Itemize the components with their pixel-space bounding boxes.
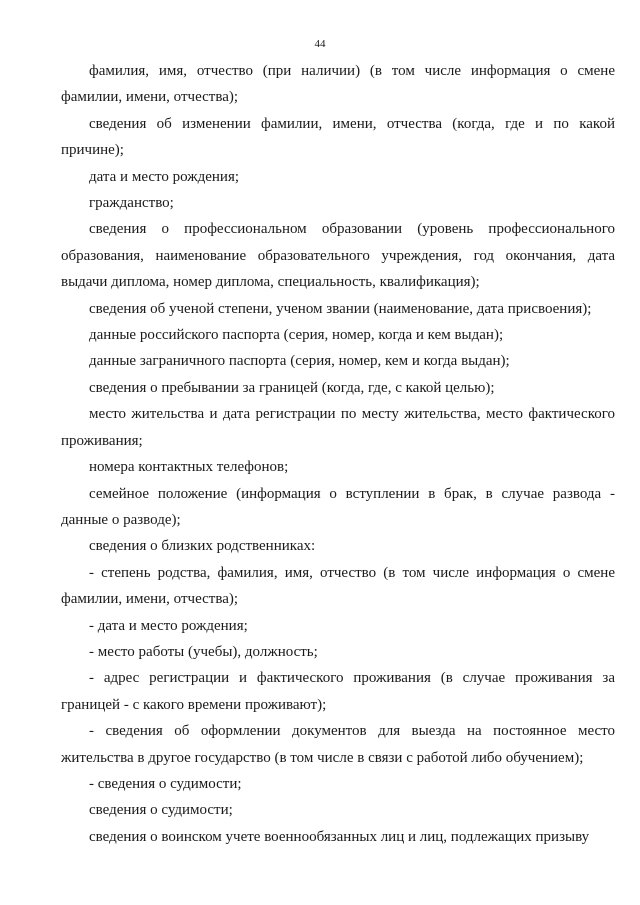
- paragraph-military-registration: сведения о воинском учете военнообязанных лиц и лиц, подлежащих призыву: [89, 828, 590, 845]
- paragraph-birth-date-place: дата и место рождения;: [89, 168, 240, 185]
- paragraph-foreign-passport: данные заграничного паспорта (серия, номер, кем и когда выдан);: [89, 353, 510, 370]
- paragraph-education: сведения о профессиональном образовании (уровень профессионального образования, наименование образовательного учреждения, год окончания, дата выдачи диплома, номер диплома, специальность, квалификация);: [61, 221, 615, 291]
- paragraph-full-name: фамилия, имя, отчество (при наличии) (в том числе информация о смене фамилии, имени, отчества);: [61, 63, 615, 106]
- paragraph-relatives-work: - место работы (учебы), должность;: [89, 643, 318, 660]
- page-number: 44: [314, 38, 326, 50]
- paragraph-residence: место жительства и дата регистрации по месту жительства, место фактического проживания;: [61, 406, 615, 449]
- paragraph-russian-passport: данные российского паспорта (серия, номер, когда и кем выдан);: [89, 327, 504, 344]
- paragraph-citizenship: гражданство;: [89, 195, 174, 212]
- paragraph-relatives: сведения о близких родственниках:: [89, 538, 316, 555]
- paragraph-relatives-emigration: - сведения об оформлении документов для выезда на постоянное место жительства в другое государство (в том числе в связи с работой либо обучением);: [61, 723, 615, 766]
- paragraph-relatives-conviction: - сведения о судимости;: [89, 775, 242, 792]
- paragraph-relatives-address: - адрес регистрации и фактического проживания (в случае проживания за границей - с какого времени проживают);: [61, 670, 615, 713]
- paragraph-academic-degree: сведения об ученой степени, ученом звании (наименование, дата присвоения);: [89, 300, 592, 317]
- paragraph-relatives-kinship: - степень родства, фамилия, имя, отчество (в том числе информация о смене фамилии, имени, отчества);: [61, 564, 615, 608]
- paragraph-phones: номера контактных телефонов;: [89, 459, 289, 476]
- paragraph-name-change: сведения об изменении фамилии, имени, отчества (когда, где и по какой причине);: [61, 115, 615, 159]
- paragraph-relatives-birth: - дата и место рождения;: [89, 617, 248, 634]
- page-body: [61, 58, 615, 850]
- paragraph-stay-abroad: сведения о пребывании за границей (когда, где, с какой целью);: [89, 379, 495, 396]
- paragraph-marital-status: семейное положение (информация о вступлении в брак, в случае развода - данные о разводе);: [61, 485, 615, 528]
- paragraph-conviction: сведения о судимости;: [89, 802, 233, 819]
